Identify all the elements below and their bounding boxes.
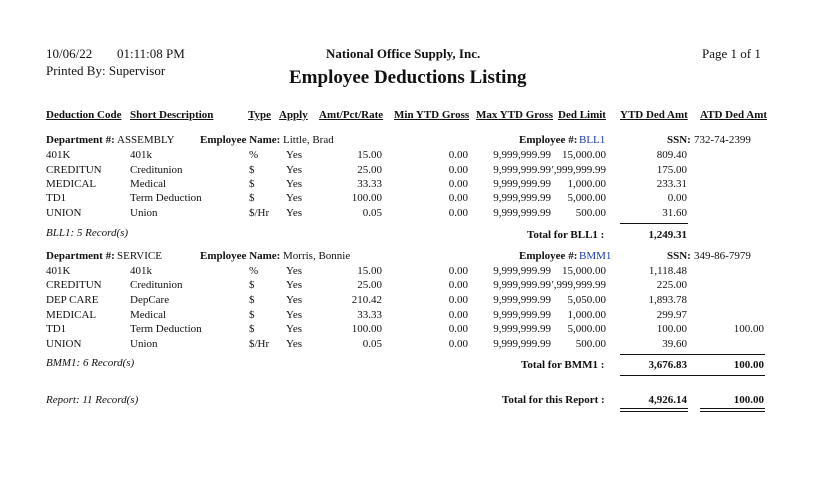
group-total-ytd: 1,249.31 [648,229,687,241]
report-total-ytd: 4,926.14 [648,394,687,406]
col-deduction-code: Deduction Code [46,109,122,121]
group-total-atd: 100.00 [733,359,764,371]
col-apply: Apply [279,109,308,121]
dept-label: Department #: [46,134,115,146]
subtotal-rule [620,354,765,355]
col-type: Type [248,109,272,121]
employee-id-link[interactable]: BLL1 [579,134,606,146]
employee-id-label: Employee #: [519,134,578,146]
page-number: Page 1 of 1 [702,46,761,61]
table-row: DEP CARE DepCare $ Yes 210.42 0.00 9,999,999.99 5,050.00 1,893.78 [46,294,687,306]
report-title: Employee Deductions Listing [289,67,527,88]
col-atd-ded-amt: ATD Ded Amt [700,109,768,121]
col-short-description: Short Description [130,109,214,121]
col-ytd-ded-amt: YTD Ded Amt [620,109,688,121]
report-total-label: Total for this Report : [502,394,605,406]
employee-name-label: Employee Name: [200,134,281,146]
group-record-count: BMM1: 6 Record(s) [46,357,135,369]
employee-name: Little, Brad [283,134,334,146]
dept-value: ASSEMBLY [117,134,175,146]
report-total-atd: 100.00 [733,394,764,406]
employee-id-link[interactable]: BMM1 [579,250,612,262]
dept-value: SERVICE [117,250,162,262]
ssn-value: 732-74-2399 [694,134,751,146]
col-ded-limit: Ded Limit [558,109,606,121]
table-row: MEDICAL Medical $ Yes 33.33 0.00 9,999,999.99 1,000.00 299.97 [46,309,687,321]
report-total-double-rule [620,408,688,412]
table-row: TD1 Term Deduction $ Yes 100.00 0.00 9,999,999.99 5,000.00 0.00 [46,192,687,204]
subtotal-rule [620,223,688,224]
table-row: 401K 401k % Yes 15.00 0.00 9,999,999.99 15,000.00 809.40 [46,149,687,161]
group-total-ytd: 3,676.83 [648,359,687,371]
report-total-double-rule [700,408,765,412]
table-row: MEDICAL Medical $ Yes 33.33 0.00 9,999,999.99 1,000.00 233.31 [46,178,687,190]
group-total-label: Total for BLL1 : [527,229,605,241]
printed-by: Printed By: Supervisor [46,63,166,78]
dept-label: Department #: [46,250,115,262]
ssn-label: SSN: [667,250,691,262]
group-total-label: Total for BMM1 : [521,359,605,371]
print-date: 10/06/22 [46,46,93,61]
table-row: 401K 401k % Yes 15.00 0.00 9,999,999.99 15,000.00 1,118.48 [46,265,687,277]
col-min-ytd-gross: Min YTD Gross [394,109,470,121]
ssn-label: SSN: [667,134,691,146]
ssn-value: 349-86-7979 [694,250,751,262]
table-row: UNION Union $/Hr Yes 0.05 0.00 9,999,999.99 500.00 31.60 [46,207,687,219]
col-max-ytd-gross: Max YTD Gross [476,109,553,121]
employee-name: Morris, Bonnie [283,250,351,262]
report-record-count: Report: 11 Record(s) [46,394,139,406]
employee-name-label: Employee Name: [200,250,281,262]
table-row: CREDITUN Creditunion $ Yes 25.00 0.00 9,999,999.99 ',999,999.99 175.00 [46,164,687,176]
group-record-count: BLL1: 5 Record(s) [46,227,129,239]
table-row: TD1 Term Deduction $ Yes 100.00 0.00 9,999,999.99 5,000.00 100.00 100.00 [46,323,764,335]
col-amt-pct-rate: Amt/Pct/Rate [319,109,384,121]
print-time: 01:11:08 PM [117,46,185,61]
table-row: CREDITUN Creditunion $ Yes 25.00 0.00 9,999,999.99 ',999,999.99 225.00 [46,279,687,291]
table-row: UNION Union $/Hr Yes 0.05 0.00 9,999,999.99 500.00 39.60 [46,338,687,350]
company-name: National Office Supply, Inc. [326,46,481,61]
employee-id-label: Employee #: [519,250,578,262]
report-total-top-rule [620,375,765,376]
